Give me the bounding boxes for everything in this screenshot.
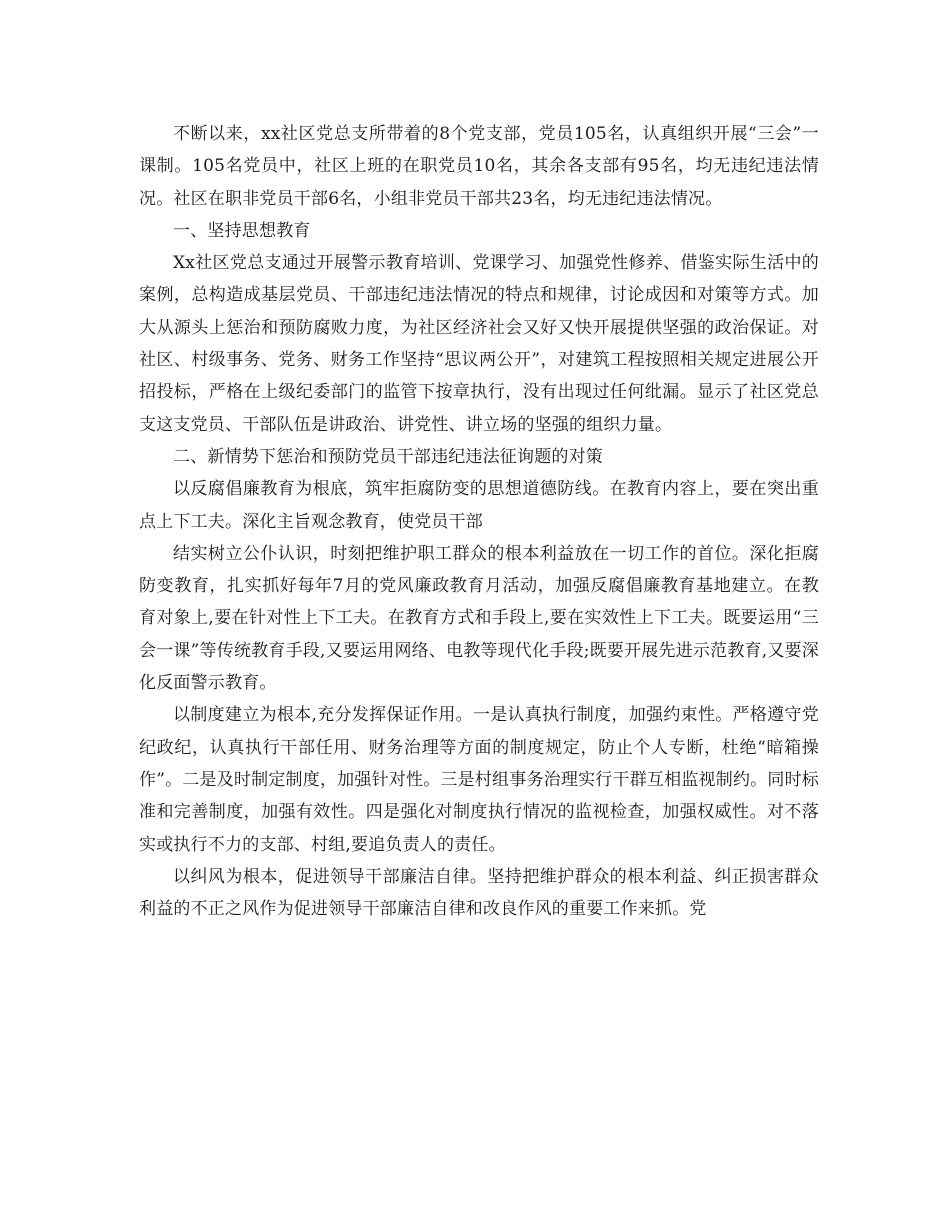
paragraph-section-1: Xx社区党总支通过开展警示教育培训、党课学习、加强党性修养、借鉴实际生活中的案例，总构造成基层党员、干部违纪违法情况的特点和规律，讨论成因和对策等方式。加大从源头上惩治和预防腐败力度，为社区经济社会又好又快开展提供坚强的政治保证。对社区、村级事务、党务、财务工作坚持“思议两公开”，对建筑工程按照相关规定进展公开招投标，严格在上级纪委部门的监管下按章执行，没有出现过任何纰漏。显示了社区党总支这支党员、干部队伍是讲政治、讲党性、讲立场的坚强的组织力量。 [139, 253, 819, 435]
paragraph-education: 以反腐倡廉教育为根底，筑牢拒腐防变的思想道德防线。在教育内容上，要在突出重点上下工夫。深化主旨观念教育，使党员干部 [139, 479, 819, 532]
paragraph-discipline: 以纠风为根本，促进领导干部廉洁自律。坚持把维护群众的根本利益、纠正损害群众利益的不正之风作为促进领导干部廉洁自律和改良作风的重要工作来抓。党 [139, 866, 819, 920]
section-heading-1: 一、坚持思想教育 [173, 220, 311, 241]
paragraph-intro: 不断以来，xx社区党总支所带着的8个党支部，党员105名，认真组织开展“三会”一课制。105名党员中，社区上班的在职党员10名，其余各支部有95名，均无违纪违法情况。社区在职非党员干部6名，小组非党员干部共23名，均无违纪违法情况。 [139, 124, 819, 209]
paragraph-education-cont: 结实树立公仆认识，时刻把维护职工群众的根本利益放在一切工作的首位。深化拒腐防变教育，扎实抓好每年7月的党风廉政教育月活动，加强反腐倡廉教育基地建立。在教育对象上,要在针对性上下工夫。在教育方式和手段上,要在实效性上下工夫。既要运用“三会一课”等传统教育手段,又要运用网络、电教等现代化手段;既要开展先进示范教育,又要深化反面警示教育。 [139, 543, 819, 694]
paragraph-system: 以制度建立为根本,充分发挥保证作用。一是认真执行制度，加强约束性。严格遵守党纪政纪，认真执行干部任用、财务治理等方面的制度规定，防止个人专断，杜绝“暗箱操作”。二是及时制定制度，加强针对性。三是村组事务治理实行干群互相监视制约。同时标准和完善制度，加强有效性。四是强化对制度执行情况的监视检查，加强权威性。对不落实或执行不力的支部、村组,要追负责人的责任。 [139, 705, 819, 855]
section-heading-2: 二、新情势下惩治和预防党员干部违纪违法征询题的对策 [173, 446, 603, 467]
document-body [139, 118, 819, 925]
